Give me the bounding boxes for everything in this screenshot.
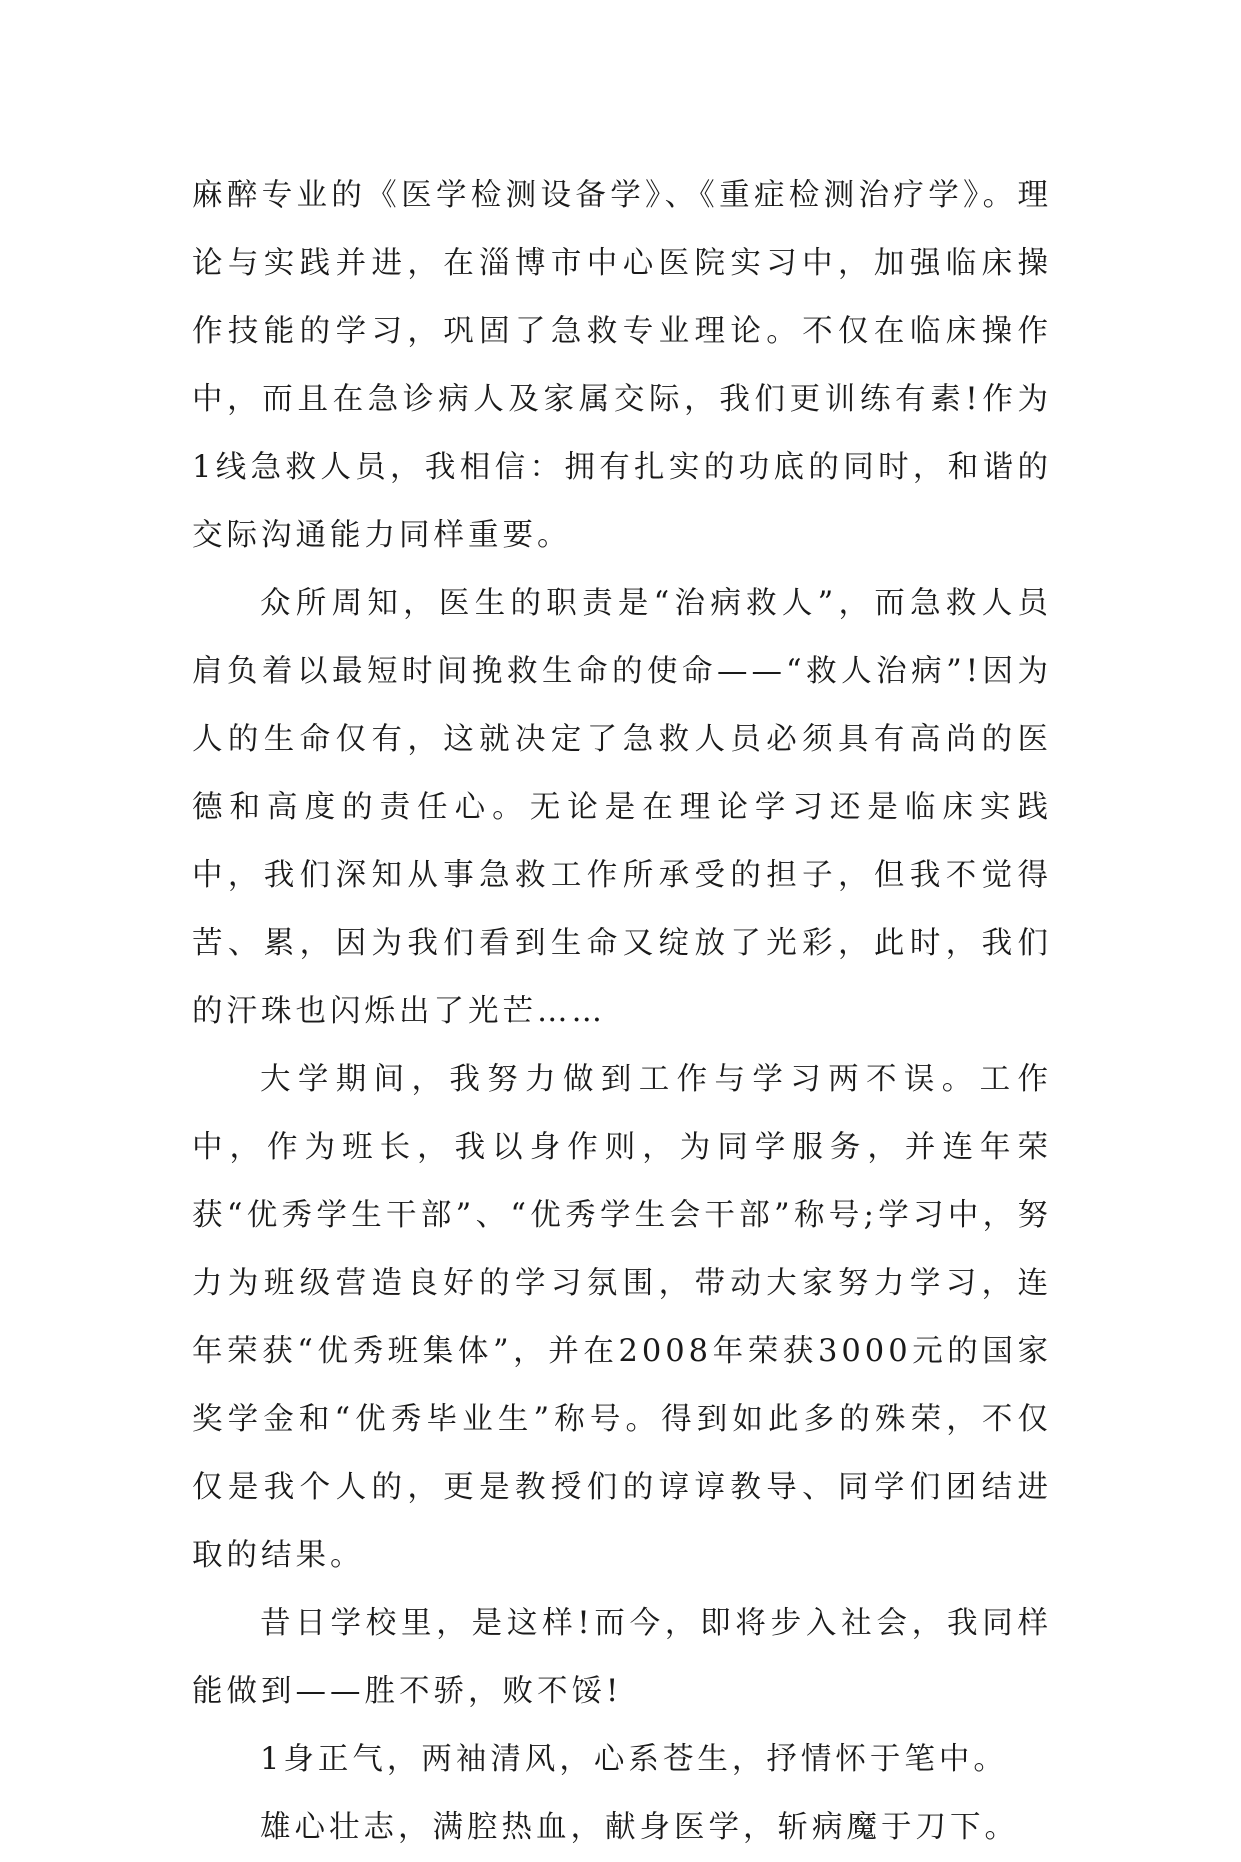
paragraph-1: 麻醉专业的《医学检测设备学》、《重症检测治疗学》。理论与实践并进，在淄博市中心医院实习中，加强临床操作技能的学习，巩固了急救专业理论。不仅在临床操作中，而且在急诊病人及家属交际，我们更训练有素!作为1线急救人员，我相信：拥有扎实的功底的同时，和谐的交际沟通能力同样重要。 (192, 178, 1052, 553)
paragraph-3: 大学期间，我努力做到工作与学习两不误。工作中，作为班长，我以身作则，为同学服务，并连年荣获“优秀学生干部”、“优秀学生会干部”称号;学习中，努力为班级营造良好的学习氛围，带动大家努力学习，连年荣获“优秀班集体”，并在2008年荣获3000元的国家奖学金和“优秀毕业生”称号。得到如此多的殊荣，不仅仅是我个人的，更是教授们的谆谆教导、同学们团结进取的结果。 (192, 1062, 1052, 1573)
paragraph-6: 雄心壮志，满腔热血，献身医学，斩病魔于刀下。 (260, 1810, 1019, 1845)
paragraph-4: 昔日学校里，是这样!而今，即将步入社会，我同样能做到——胜不骄，败不馁! (192, 1606, 1052, 1709)
paragraph-5: 1身正气，两袖清风，心系苍生，抒情怀于笔中。 (260, 1742, 1008, 1777)
paragraph-2: 众所周知，医生的职责是“治病救人”，而急救人员肩负着以最短时间挽救生命的使命——“救人治病”!因为人的生命仅有，这就决定了急救人员必须具有高尚的医德和高度的责任心。无论是在理论学习还是临床实践中，我们深知从事急救工作所承受的担子，但我不觉得苦、累，因为我们看到生命又绽放了光彩，此时，我们的汗珠也闪烁出了光芒…… (192, 586, 1052, 1029)
document-body (192, 162, 1052, 1862)
